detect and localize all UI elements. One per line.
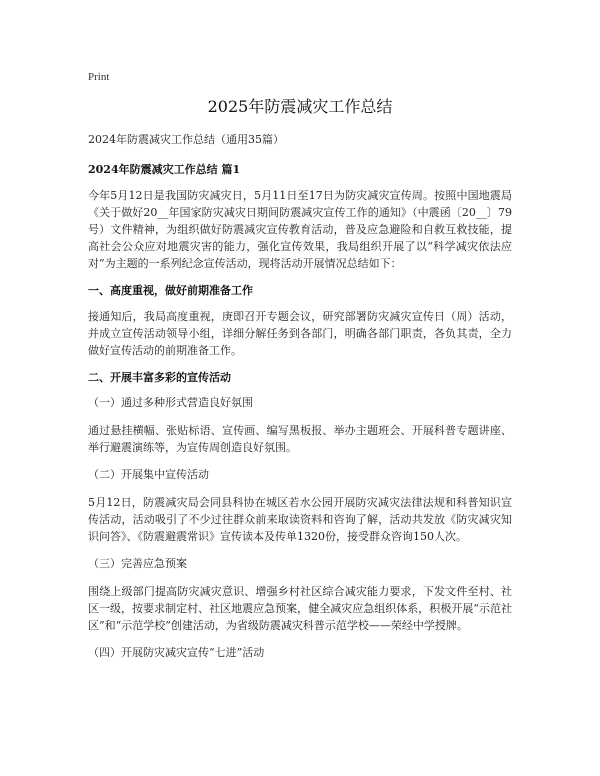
print-label: Print (88, 71, 110, 83)
centralized-paragraph: 5月12日，防震减灾局会同县科协在城区若水公园开展防灾减灾法律法规和科普知识宣传活动，活动吸引了不少过往群众前来取读资料和咨询了解，活动共发放《防灾减灾知识问答》、《防震避震常识》宣传读本及传单1320份，接受群众咨询150人次。 (88, 496, 512, 543)
subheading-centralized: （二）开展集中宣传活动 (88, 468, 209, 481)
subheading-emergency-plan: （三）完善应急预案 (88, 557, 187, 570)
preparation-paragraph: 接通知后，我局高度重视，庚即召开专题会议，研究部署防灾减灾宣传日（周）活动，并成立宣传活动领导小组，详细分解任务到各部门，明确各部门职责，各负其责，全力做好宣传活动的前期准备工作。 (88, 310, 512, 357)
subheading-seven-entries: （四）开展防灾减灾宣传“七进”活动 (88, 646, 265, 659)
section-title: 2024年防震减灾工作总结 篇1 (88, 163, 241, 176)
subheading-atmosphere: （一）通过多种形式营造良好氛围 (88, 396, 253, 409)
document-subtitle: 2024年防震减灾工作总结（通用35篇） (88, 133, 284, 146)
heading-activities: 二、开展丰富多彩的宣传活动 (88, 371, 231, 384)
intro-paragraph: 今年5月12日是我国防灾减灾日，5月11日至17日为防灾减灾宣传周。按照中国地震局《关于做好20__年国家防灾减灾日期间防震减灾宣传工作的通知》（中震函〔20__〕79号）文件精神，为组织做好防震减灾宣传教育活动，普及应急避险和自救互救技能，提高社会公众应对地震灾害的能力，强化宣传效果，我局组织开展了以“科学减灾依法应对”为主题的一系列纪念宣传活动，现将活动开展情况总结如下： (88, 189, 512, 270)
emergency-plan-paragraph: 围绕上级部门提高防灾减灾意识、增强乡村社区综合减灾能力要求，下发文件至村、社区一级，按要求制定村、社区地震应急预案，健全减灾应急组织体系，积极开展“示范社区”和“示范学校”创建活动，为省级防震减灾科普示范学校——荣经中学授牌。 (88, 585, 512, 632)
atmosphere-paragraph: 通过悬挂横幅、张贴标语、宣传画、编写黑板报、举办主题班会、开展科普专题讲座、举行避震演练等，为宣传周创造良好氛围。 (88, 424, 512, 454)
document-title: 2025年防震减灾工作总结 (207, 97, 393, 116)
heading-preparation: 一、高度重视，做好前期准备工作 (88, 284, 253, 297)
